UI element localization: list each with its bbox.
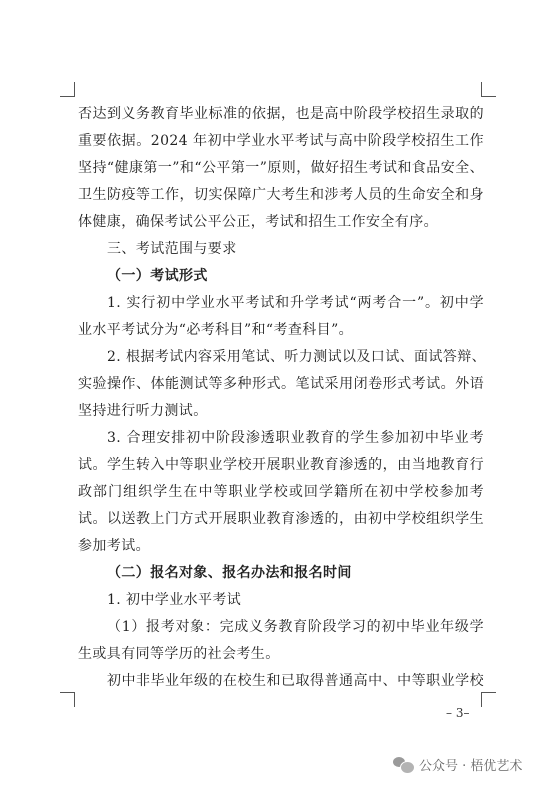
watermark-text: 公众号 · 梧优艺术 [419,758,523,774]
body-line: 政部门组织学生在中等职业学校或回学籍所在初中学校参加考 [78,484,484,500]
watermark [393,752,522,776]
body-line: 重要依据。2024 年初中学业水平考试与高中阶段学校招生工作 [78,133,484,149]
crop-mark-bottom-left [60,692,75,707]
body-line: 生或具有同等学历的社会考生。 [78,646,280,662]
subsection-heading: （二）报名对象、报名办法和报名时间 [107,565,352,581]
body-line: 卫生防疫等工作，切实保障广大考生和涉考人员的生命安全和身 [78,187,484,203]
body-line: 1. 实行初中学业水平考试和升学考试“两考合一”。初中学 [107,295,484,311]
body-line: （1）报考对象：完成义务教育阶段学习的初中毕业年级学 [107,619,484,635]
page-number: – 3– [446,706,470,720]
body-line: 参加考试。 [78,538,150,554]
crop-mark-top-left [60,82,75,97]
body-line: 2. 根据考试内容采用笔试、听力测试以及口试、面试答辩、 [107,349,487,365]
body-line: 体健康，确保考试公平公正，考试和招生工作安全有序。 [78,214,438,230]
body-line: 实验操作、体能测试等多种形式。笔试采用闭卷形式考试。外语 [78,376,484,392]
body-line: 1. 初中学业水平考试 [107,592,242,608]
body-line: 否达到义务教育毕业标准的依据，也是高中阶段学校招生录取的 [78,106,484,122]
body-line: 坚持“健康第一”和“公平第一”原则，做好招生考试和食品安全、 [78,160,484,176]
body-line: 3. 合理安排初中阶段渗透职业教育的学生参加初中毕业考 [107,430,484,446]
body-line: 试。学生转入中等职业学校开展职业教育渗透的，由当地教育行 [78,457,484,473]
body-line: 初中非毕业年级的在校生和已取得普通高中、中等职业学校 [107,673,484,689]
body-line: 试。以送教上门方式开展职业教育渗透的，由初中学校组织学生 [78,511,484,527]
wechat-icon [393,756,413,772]
document-body [78,101,487,695]
body-line: 坚持进行听力测试。 [78,403,208,419]
body-line: 业水平考试分为“必考科目”和“考查科目”。 [78,322,354,338]
crop-mark-top-right [481,82,496,97]
section-heading: 三、考试范围与要求 [107,241,237,257]
subsection-heading: （一）考试形式 [107,268,208,284]
